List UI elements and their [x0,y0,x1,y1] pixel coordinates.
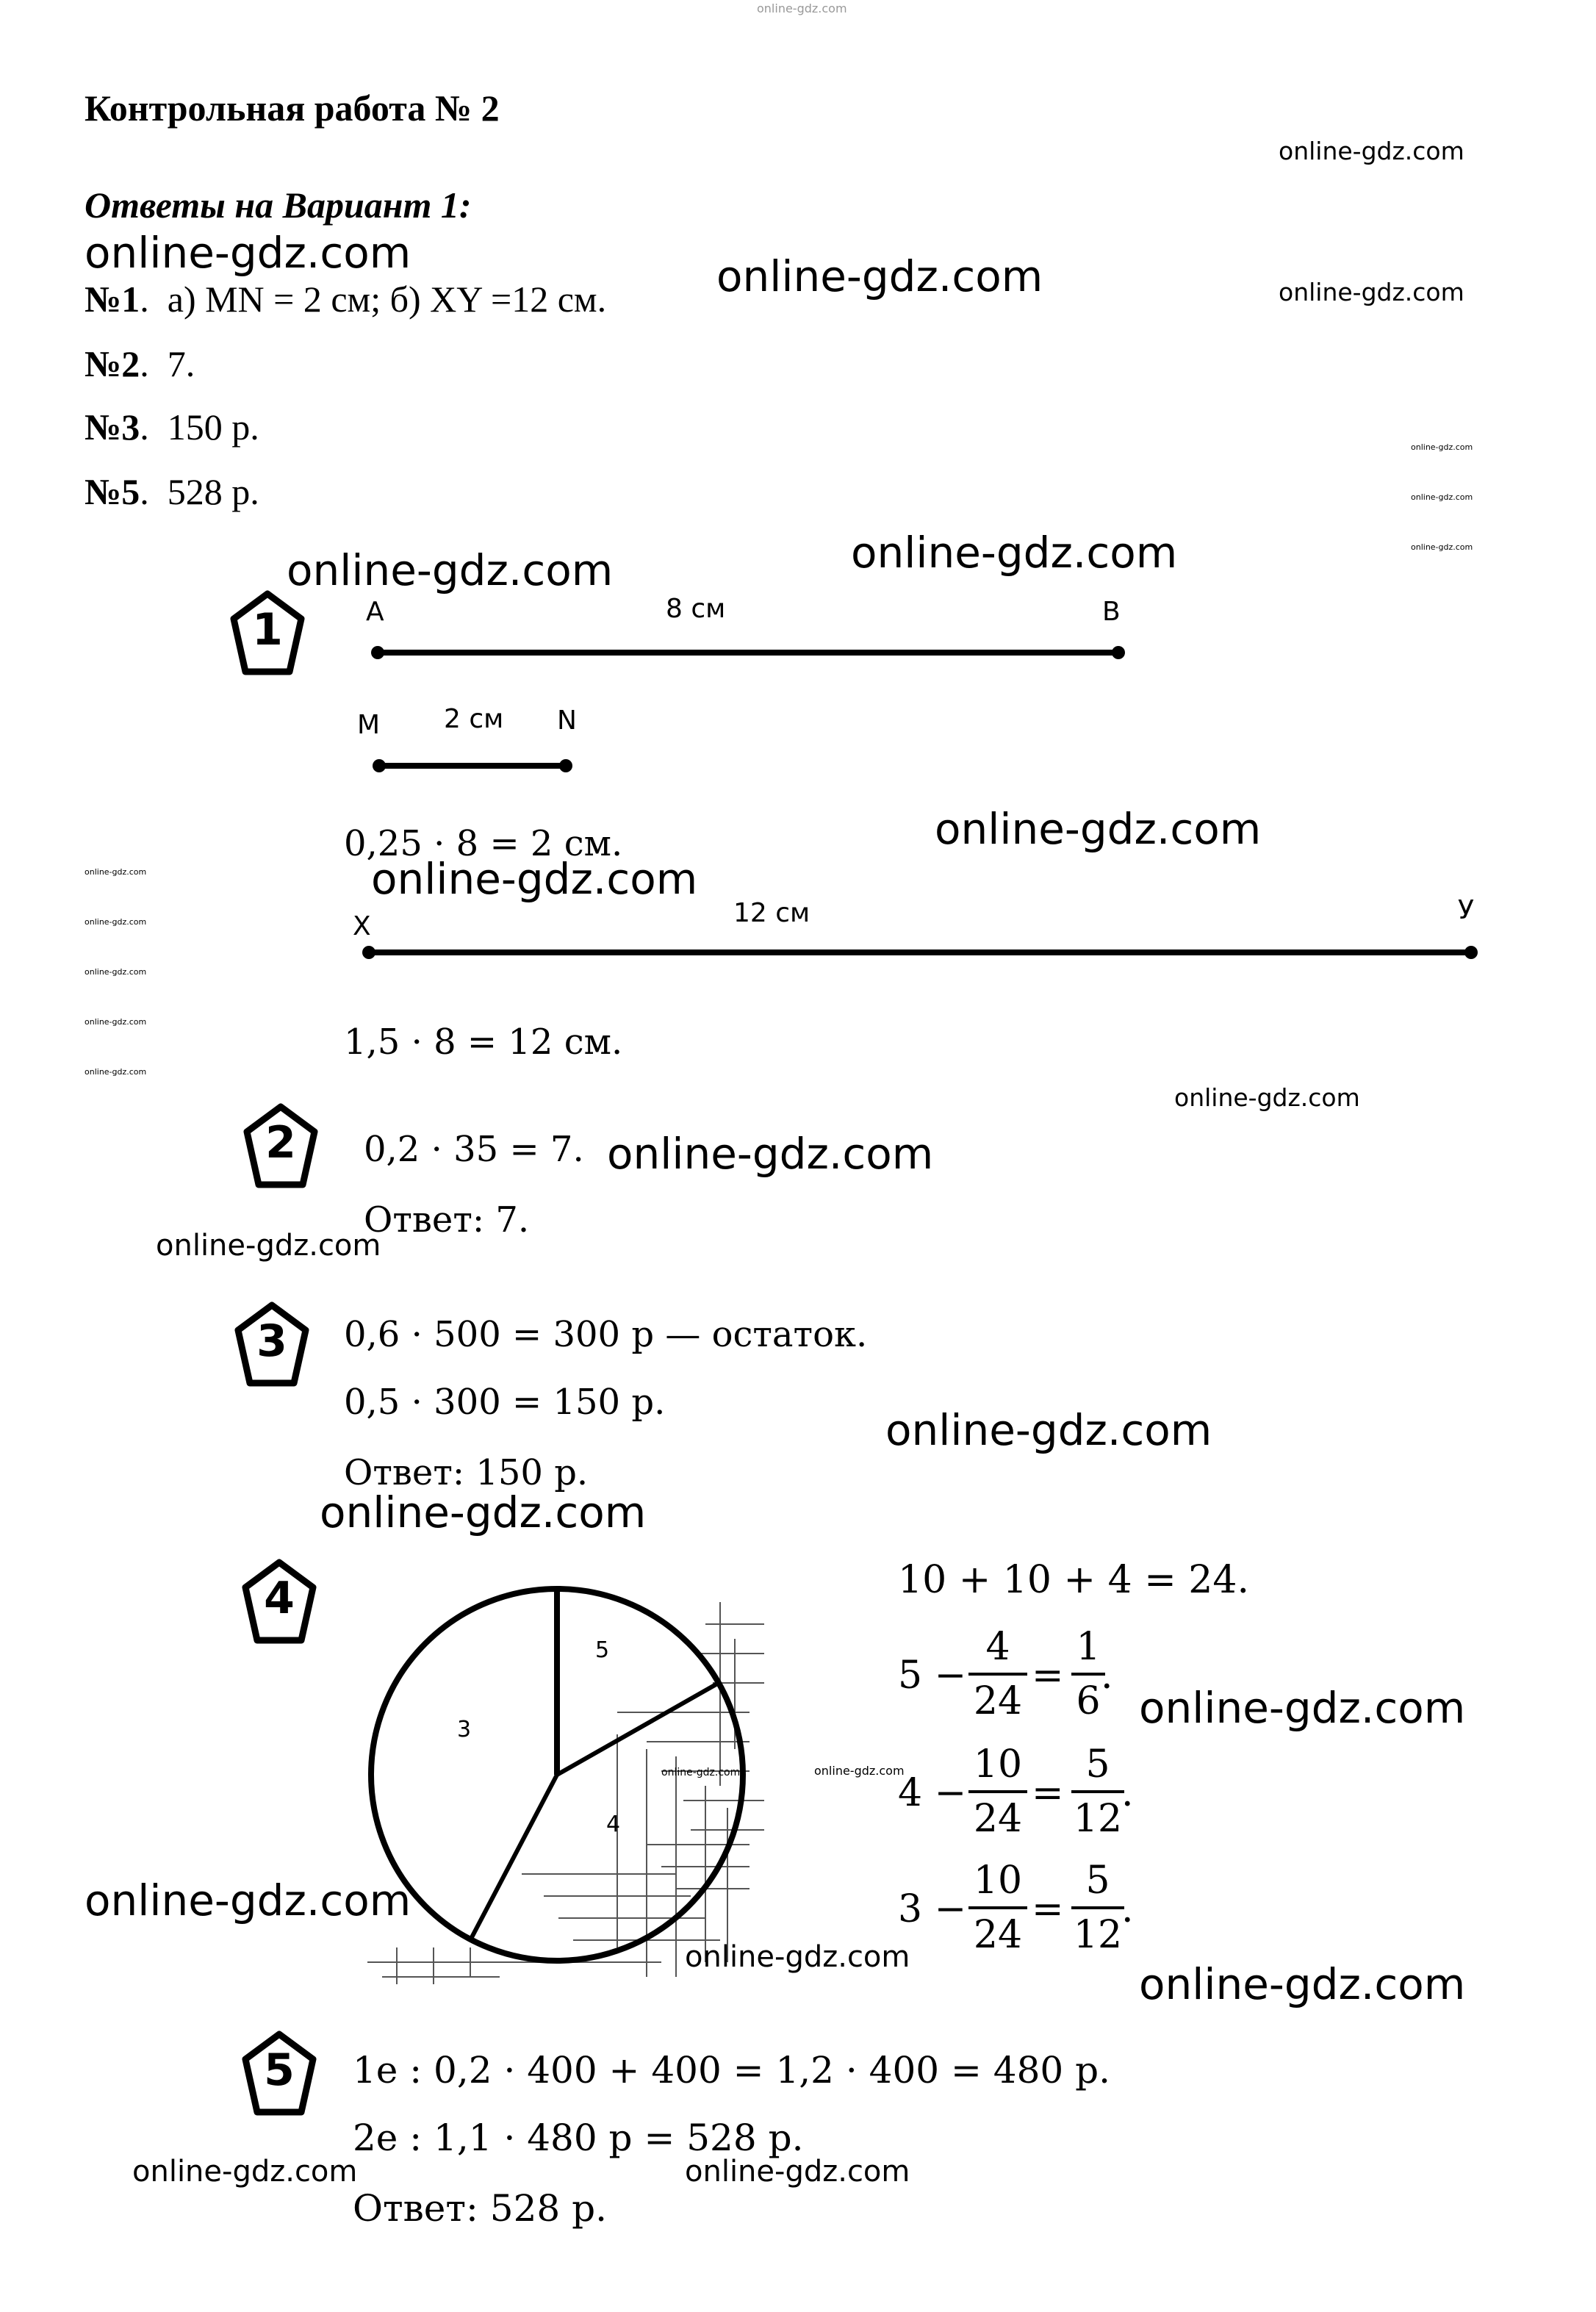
watermark: online-gdz.com [661,1767,741,1778]
watermark: online-gdz.com [1279,278,1464,306]
watermark: online-gdz.com [685,1940,910,1974]
watermark: online-gdz.com [1411,492,1473,502]
watermark: online-gdz.com [320,1487,647,1537]
task4-f2-end: . [1121,1771,1134,1815]
watermark: online-gdz.com [1279,137,1464,165]
label-y: У [1458,895,1474,925]
task4-f1-eq: = [1032,1654,1064,1698]
task3-answer: Ответ: 150 р. [344,1452,589,1493]
watermark: online-gdz.com [85,1067,147,1077]
answer-row: №2. 7. [85,343,195,384]
watermark: online-gdz.com [85,917,147,927]
label-a: A [366,597,384,627]
watermark: online-gdz.com [1139,1683,1466,1733]
task3-calc-1: 0,6 · 500 = 300 р — остаток. [344,1314,868,1355]
task5-calc-2: 2е : 1,1 · 480 р = 528 р. [353,2117,804,2159]
answer-number: №2 [85,343,140,384]
pie-divider-right [557,1683,719,1775]
pie-chart [353,1565,794,1999]
watermark: online-gdz.com [814,1764,905,1778]
watermark: online-gdz.com [85,1875,411,1925]
task2-answer: Ответ: 7. [364,1199,530,1241]
watermark: online-gdz.com [85,867,147,877]
point-m [373,759,386,772]
page-subtitle: Ответы на Вариант 1: [85,184,472,226]
watermark: online-gdz.com [1411,442,1473,452]
answer-text: 7. [167,343,195,384]
answer-text: а) MN = 2 см; б) XY =12 см. [167,279,607,320]
task4-f2-lead: 4 − [898,1771,967,1815]
task5-calc-1: 1е : 0,2 · 400 + 400 = 1,2 · 400 = 480 р. [353,2049,1111,2092]
answer-number: №3 [85,406,140,448]
label-mn-length: 2 см [444,704,504,734]
answer-row: №5. 528 р. [85,471,259,512]
segments-figure [353,581,1499,992]
watermark-top: online-gdz.com [757,1,847,15]
task-badge-4: 4 [241,1558,317,1646]
task4-f3-end: . [1121,1887,1134,1931]
answer-row: №3. 150 р. [85,406,259,448]
watermark: online-gdz.com [935,804,1262,854]
label-ab-length: 8 см [666,594,726,624]
watermark: online-gdz.com [851,528,1178,578]
point-y [1464,946,1478,959]
label-m: M [357,710,381,740]
task4-f2-eq: = [1032,1771,1064,1815]
task4-f3-result: 5 12 [1071,1855,1124,1961]
pie-label-4: 4 [606,1812,621,1837]
task3-calc-2: 0,5 · 300 = 150 р. [344,1382,666,1423]
answer-text: 150 р. [167,406,259,448]
task4-f2-result: 5 12 [1071,1739,1124,1845]
answer-row: №1. а) MN = 2 см; б) XY =12 см. [85,279,607,320]
task5-answer: Ответ: 528 р. [353,2187,608,2230]
task4-f3-fraction: 10 24 [968,1855,1027,1961]
watermark: online-gdz.com [1411,542,1473,552]
task4-sum: 10 + 10 + 4 = 24. [898,1558,1250,1602]
task2-calc: 0,2 · 35 = 7. [364,1129,584,1170]
answer-text: 528 р. [167,471,259,512]
watermark: online-gdz.com [1139,1959,1466,2009]
point-x [362,946,375,959]
watermark: online-gdz.com [607,1129,934,1179]
point-a [371,646,384,659]
watermark: online-gdz.com [885,1405,1212,1455]
task-badge-1: 1 [229,589,306,678]
task4-f2-fraction: 10 24 [968,1739,1027,1845]
label-n: N [557,706,577,736]
watermark: online-gdz.com [132,2155,358,2189]
watermark: online-gdz.com [685,2155,910,2189]
pie-divider-left [470,1775,557,1940]
answer-number: №5 [85,471,140,512]
watermark: online-gdz.com [716,251,1043,301]
label-xy-length: 12 см [733,898,810,928]
task-badge-5: 5 [241,2030,317,2118]
answer-number: №1 [85,279,140,320]
task-badge-2: 2 [242,1102,319,1191]
task1-calc-xy: 1,5 · 8 = 12 см. [344,1022,623,1063]
pie-label-3: 3 [457,1717,472,1742]
task4-f1-lead: 5 − [898,1654,967,1698]
point-b [1112,646,1125,659]
page-title: Контрольная работа № 2 [85,87,500,129]
task4-f3-eq: = [1032,1887,1064,1931]
watermark: online-gdz.com [156,1229,381,1263]
pie-label-5: 5 [595,1637,610,1663]
label-x: X [353,911,371,941]
task1-calc-mn: 0,25 · 8 = 2 см. [344,823,623,864]
watermark: online-gdz.com [1174,1083,1360,1112]
watermark: online-gdz.com [85,228,411,278]
task4-f1-end: . [1101,1654,1113,1698]
label-b: B [1102,597,1121,627]
watermark: online-gdz.com [287,545,614,595]
point-n [559,759,572,772]
task4-f1-result: 1 6 [1071,1621,1105,1727]
watermark: online-gdz.com [85,967,147,977]
task-badge-3: 3 [234,1301,310,1389]
watermark: online-gdz.com [85,1017,147,1027]
watermark: online-gdz.com [371,854,698,904]
task4-f1-fraction: 4 24 [968,1621,1027,1727]
task4-f3-lead: 3 − [898,1887,967,1931]
